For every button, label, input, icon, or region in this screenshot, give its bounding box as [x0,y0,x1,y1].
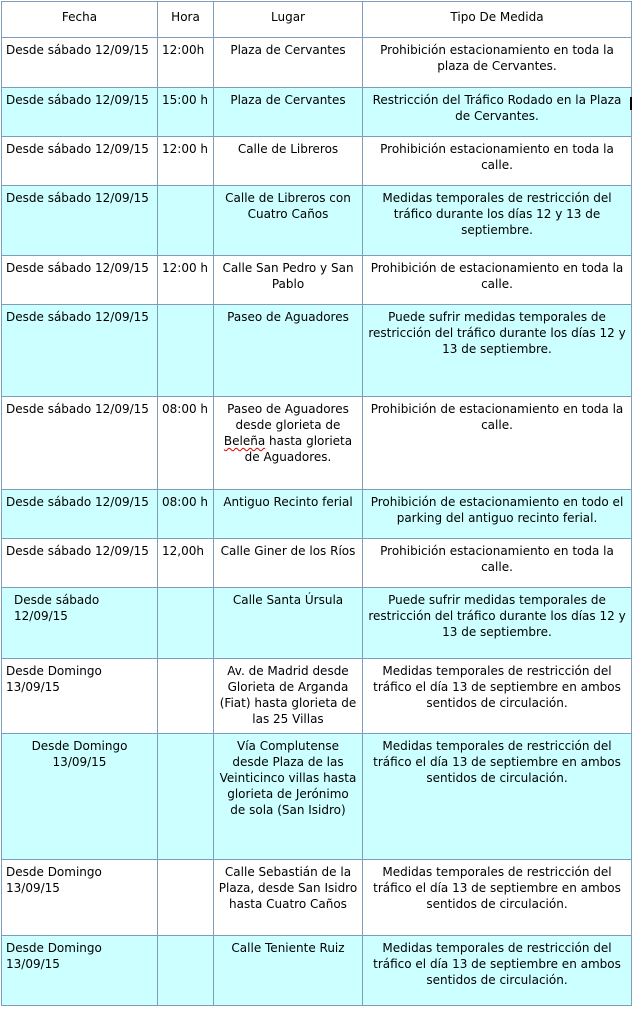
cell-hora [158,734,214,860]
lugar-text: hasta glorieta de Aguadores. [244,434,353,464]
cell-fecha: Desde sábado 12/09/15 [2,490,158,539]
cell-lugar: Calle Teniente Ruiz [214,936,363,1006]
cell-medida: Puede sufrir medidas temporales de restricción del tráfico durante los días 12 y 13 de septiembre. [363,588,632,659]
cell-fecha: Desde sábado 12/09/15 [2,186,158,256]
cell-hora: 08:00 h [158,397,214,490]
spellcheck-word: Beleña [223,434,266,448]
cell-medida: Medidas temporales de restricción del tráfico el día 13 de septiembre en ambos sentidos de circulación. [363,659,632,734]
header-lugar: Lugar [214,2,363,38]
cell-fecha: Desde sábado 12/09/15 [2,137,158,186]
table-row [2,588,632,659]
cell-hora: 12:00h [158,38,214,88]
cell-medida: Prohibición estacionamiento en toda la calle. [363,539,632,588]
cell-lugar: Antiguo Recinto ferial [214,490,363,539]
cell-medida: Prohibición de estacionamiento en toda la calle. [363,397,632,490]
cell-medida: Medidas temporales de restricción del tráfico el día 13 de septiembre en ambos sentidos de circulación. [363,734,632,860]
cell-fecha: Desde sábado 12/09/15 [2,588,158,659]
cell-medida: Prohibición de estacionamiento en todo el parking del antiguo recinto ferial. [363,490,632,539]
cell-fecha: Desde sábado 12/09/15 [2,256,158,305]
table-row [2,539,632,588]
cell-fecha: Desde sábado 12/09/15 [2,539,158,588]
cell-fecha: Desde Domingo 13/09/15 [2,659,158,734]
table-row [2,256,632,305]
table-row [2,860,632,936]
cell-fecha: Desde sábado 12/09/15 [2,397,158,490]
table-row [2,936,632,1006]
cell-lugar: Paseo de Aguadores [214,305,363,397]
lugar-text: Paseo de Aguadores desde glorieta de [227,402,349,432]
cell-medida: Prohibición de estacionamiento en toda la calle. [363,256,632,305]
cell-medida: Medidas temporales de restricción del tráfico durante los días 12 y 13 de septiembre. [363,186,632,256]
cell-lugar: Av. de Madrid desde Glorieta de Arganda (Fiat) hasta glorieta de las 25 Villas [214,659,363,734]
traffic-measures-table [1,1,632,1006]
cell-hora: 15:00 h [158,88,214,137]
cell-lugar: Calle Santa Úrsula [214,588,363,659]
cell-hora: 12,00h [158,539,214,588]
cell-fecha: Desde sábado 12/09/15 [2,38,158,88]
cell-fecha: Desde Domingo 13/09/15 [2,936,158,1006]
cell-lugar: Plaza de Cervantes [214,38,363,88]
table-row [2,186,632,256]
header-tipo-medida: Tipo De Medida [363,2,632,38]
cell-fecha: Desde sábado 12/09/15 [2,88,158,137]
cell-fecha: Desde Domingo 13/09/15 [2,734,158,860]
cell-medida: Restricción del Tráfico Rodado en la Plaza de Cervantes. [363,88,632,137]
cell-lugar [214,397,363,490]
cell-medida: Medidas temporales de restricción del tráfico el día 13 de septiembre en ambos sentidos de circulación. [363,860,632,936]
table-row [2,305,632,397]
cell-lugar: Calle de Libreros con Cuatro Caños [214,186,363,256]
table-row [2,88,632,137]
cell-lugar: Calle San Pedro y San Pablo [214,256,363,305]
table-row [2,659,632,734]
cell-medida: Puede sufrir medidas temporales de restricción del tráfico durante los días 12 y 13 de septiembre. [363,305,632,397]
cell-hora: 08:00 h [158,490,214,539]
cell-hora [158,186,214,256]
table-row [2,490,632,539]
header-fecha: Fecha [2,2,158,38]
cell-lugar: Calle de Libreros [214,137,363,186]
cell-fecha: Desde sábado 12/09/15 [2,305,158,397]
cell-medida: Prohibición estacionamiento en toda la calle. [363,137,632,186]
cell-fecha: Desde Domingo 13/09/15 [2,860,158,936]
cell-hora: 12:00 h [158,256,214,305]
table-row [2,137,632,186]
cell-lugar: Calle Giner de los Ríos [214,539,363,588]
cell-lugar: Calle Sebastián de la Plaza, desde San Isidro hasta Cuatro Caños [214,860,363,936]
cell-hora [158,305,214,397]
cell-medida: Prohibición estacionamiento en toda la plaza de Cervantes. [363,38,632,88]
cell-hora [158,936,214,1006]
cell-lugar: Vía Complutense desde Plaza de las Veinticinco villas hasta glorieta de Jerónimo de sola (San Isidro) [214,734,363,860]
table-row [2,38,632,88]
table-row [2,397,632,490]
cell-lugar: Plaza de Cervantes [214,88,363,137]
text-cursor-marker [630,97,632,110]
table-header-row [2,2,632,38]
table-row [2,734,632,860]
header-hora: Hora [158,2,214,38]
cell-medida: Medidas temporales de restricción del tráfico el día 13 de septiembre en ambos sentidos de circulación. [363,936,632,1006]
cell-hora [158,860,214,936]
cell-hora [158,659,214,734]
cell-hora [158,588,214,659]
cell-hora: 12:00 h [158,137,214,186]
